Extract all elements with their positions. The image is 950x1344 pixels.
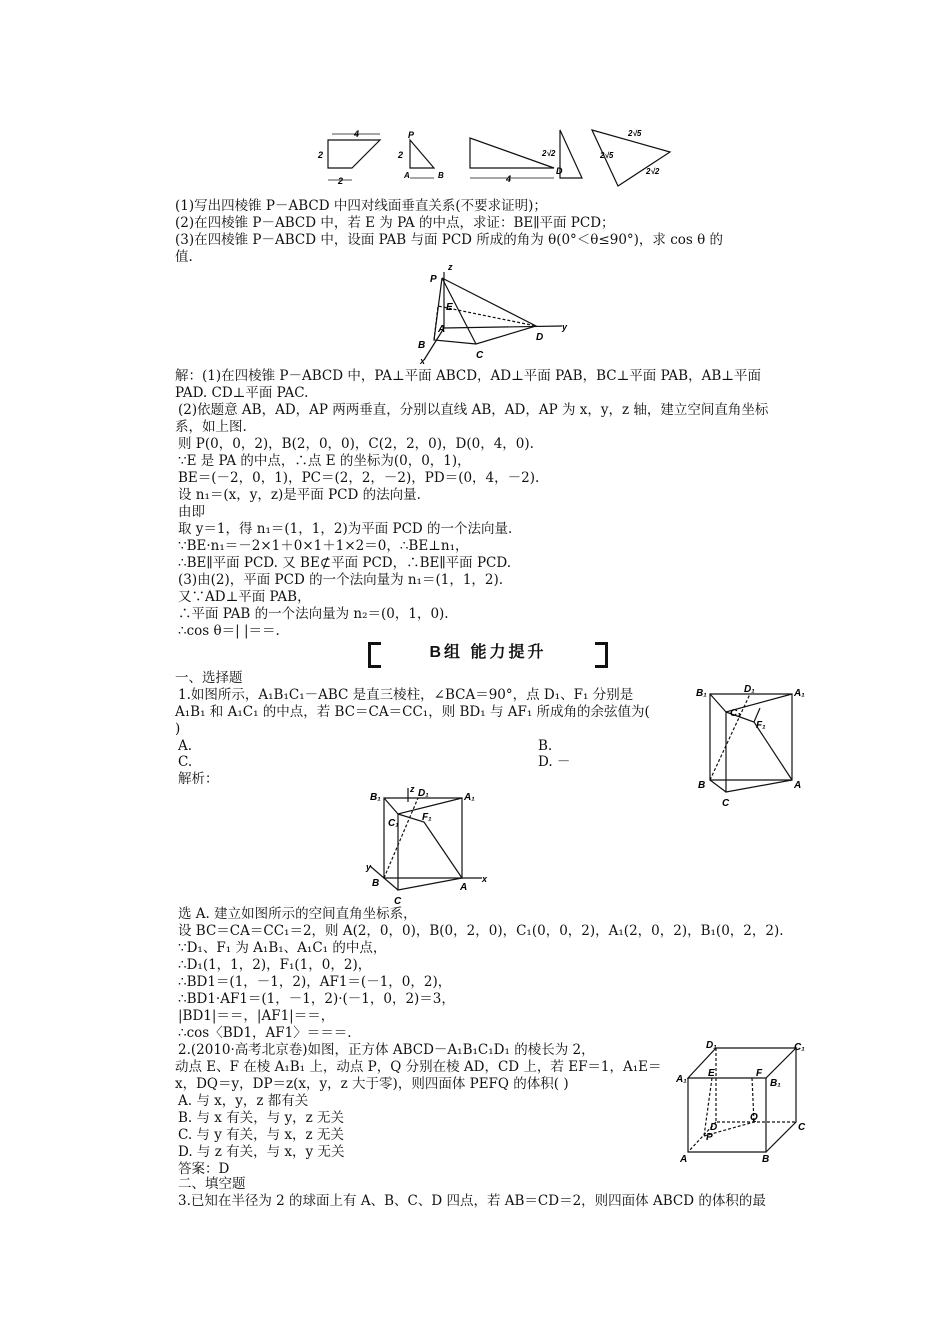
solution-line: ∴BD1＝(1，－1，2)，AF1＝(－1，0，2)， xyxy=(178,974,452,990)
fig2-label: D xyxy=(536,332,544,343)
question-line: ) xyxy=(175,721,181,737)
question-line: x，DQ＝y，DP＝z(x，y，z 大于零)，则四面体 PEFQ 的体积( ) xyxy=(175,1076,569,1092)
solution-line: ∵E 是 PA 的中点，∴点 E 的坐标为(0，0，1)， xyxy=(178,453,471,469)
three-view-figure xyxy=(310,126,680,190)
fig1-label: 2 xyxy=(338,176,344,186)
cube-figure xyxy=(676,1040,808,1164)
fig1-label: 2√2 xyxy=(646,167,660,176)
fig5-label: B₁ xyxy=(770,1078,781,1089)
prism-axes-figure xyxy=(364,782,490,906)
fig5-label: F xyxy=(756,1068,763,1079)
solution-line: ∴BD1·AF1＝(1，－1，2)·(－1，0，2)＝3， xyxy=(178,991,455,1007)
fig4-label: x xyxy=(482,874,488,884)
fig1-label: 2 xyxy=(318,150,324,160)
fig4-label: F₁ xyxy=(422,812,432,823)
fig2-label: z xyxy=(448,262,453,272)
section-banner-text: B组 能力提升 xyxy=(429,644,547,661)
option-line: D. 与 z 有关，与 x，y 无关 xyxy=(178,1144,345,1160)
solution-line: ∴D₁(1，1，2)，F₁(1，0，2)， xyxy=(178,957,372,973)
question-line: (2)在四棱锥 P－ABCD 中，若 E 为 PA 的中点，求证：BE∥平面 PCD； xyxy=(175,215,615,231)
solution-line: PAD. CD⊥平面 PAC. xyxy=(175,385,309,401)
solution-line: 设 BC＝CA＝CC₁＝2，则 A(2，0，0)，B(0，2，0)，C₁(0，0，2)，A₁(2，0，2)，B₁(0，2，2). xyxy=(178,923,784,939)
fig5-label: D xyxy=(710,1122,718,1133)
question-line: (1)写出四棱锥 P－ABCD 中四对线面垂直关系(不要求证明)； xyxy=(175,198,547,214)
solution-line: BE＝(－2，0，1)，PC＝(2，2，－2)，PD＝(0，4，－2). xyxy=(178,470,540,486)
fig2-label: C xyxy=(476,350,484,361)
solution-line: (2)依题意 AB，AD，AP 两两垂直，分别以直线 AB，AD，AP 为 x，y，z 轴，建立空间直角坐标 xyxy=(178,402,769,418)
option-line: C. 与 y 有关，与 x，z 无关 xyxy=(178,1127,344,1143)
option-c: C. xyxy=(178,754,193,770)
fig1-label: 2√2 xyxy=(542,149,556,158)
option-a: A. xyxy=(178,738,193,754)
question-line: 1.如图所示，A₁B₁C₁－ABC 是直三棱柱，∠BCA＝90°，点 D₁、F₁ 分别是 xyxy=(178,687,634,703)
prism-figure xyxy=(694,684,808,814)
option-line: A. 与 x，y，z 都有关 xyxy=(178,1093,309,1109)
fig5-label: A xyxy=(680,1154,688,1165)
option-line: B. 与 x 有关，与 y，z 无关 xyxy=(178,1110,345,1126)
fig3-label: F₁ xyxy=(756,720,766,731)
solution-line: 取 y＝1，得 n₁＝(1，1，2)为平面 PCD 的一个法向量. xyxy=(178,521,513,537)
fig1-label: 2√5 xyxy=(628,129,642,138)
answer-line: 答案：D xyxy=(178,1161,230,1177)
solution-line: ∴cos〈BD1，AF1〉＝＝＝. xyxy=(178,1025,352,1041)
fig4-label: A xyxy=(460,882,468,893)
solution-line: 由即 xyxy=(178,504,205,520)
fig3-label: D₁ xyxy=(744,684,755,695)
question-line: 值. xyxy=(175,249,193,265)
solution-line: |BD1|＝＝，|AF1|＝＝， xyxy=(178,1008,335,1024)
section-banner xyxy=(368,642,608,664)
solution-line: (3)由(2)，平面 PCD 的一个法向量为 n₁＝(1，1，2). xyxy=(178,572,504,588)
fig5-label: E xyxy=(708,1068,715,1079)
question-line: 2.(2010·高考北京卷)如图，正方体 ABCD－A₁B₁C₁D₁ 的棱长为 2， xyxy=(178,1042,595,1058)
solution-line: 则 P(0，0，2)，B(2，0，0)，C(2，2，0)，D(0，4，0). xyxy=(178,436,534,452)
solution-line: 解：(1)在四棱锥 P－ABCD 中，PA⊥平面 ABCD，AD⊥平面 PAB，BC⊥平面 PAB，AB⊥平面 xyxy=(175,368,761,384)
solution-line: ∵BE·n₁＝－2×1＋0×1＋1×2＝0，∴BE⊥n₁， xyxy=(178,538,469,554)
fig1-label: D xyxy=(556,166,563,176)
fig4-label: B xyxy=(372,878,380,889)
solution-line: ∴BE∥平面 PCD. 又 BE⊄平面 PCD，∴BE∥平面 PCD. xyxy=(178,555,511,571)
fig2-label: x xyxy=(420,356,426,366)
fig1-label: A xyxy=(404,171,410,180)
fig1-label: 2√5 xyxy=(600,151,614,160)
question-line: A₁B₁ 和 A₁C₁ 的中点，若 BC＝CA＝CC₁，则 BD₁ 与 AF₁ 所成角的余弦值为( xyxy=(175,704,650,720)
pyramid-figure xyxy=(412,262,572,366)
analysis-label: 解析： xyxy=(178,771,219,787)
section-heading: 二、填空题 xyxy=(178,1176,246,1192)
fig1-label: 4 xyxy=(506,174,512,184)
fig2-label: B xyxy=(418,340,426,351)
solution-line: ∴平面 PAB 的一个法向量为 n₂＝(0，1，0). xyxy=(178,606,449,622)
fig1-label: P xyxy=(408,130,415,140)
fig1-label: B xyxy=(438,171,444,180)
fig4-label: D₁ xyxy=(418,788,429,799)
question-line: (3)在四棱锥 P－ABCD 中，设面 PAB 与面 PCD 所成的角为 θ(0°＜θ≤90°)，求 cos θ 的 xyxy=(175,232,724,248)
fig5-label: D₁ xyxy=(706,1040,717,1051)
fig5-label: Q xyxy=(750,1112,758,1123)
fig4-label: B₁ xyxy=(370,792,381,803)
fig3-label: C xyxy=(722,798,730,809)
fig4-label: C xyxy=(394,896,402,907)
fig2-label: P xyxy=(430,274,437,285)
fig3-label: B xyxy=(698,780,706,791)
fig5-label: C₁ xyxy=(794,1042,805,1053)
question-line: 动点 E、F 在棱 A₁B₁ 上，动点 P，Q 分别在棱 AD，CD 上，若 EF＝1，A₁E＝ xyxy=(175,1059,662,1075)
fig3-label: A₁ xyxy=(794,688,805,699)
section-heading: 一、选择题 xyxy=(175,670,243,686)
solution-line: ∴cos θ＝| |＝＝. xyxy=(178,623,280,639)
fig4-label: y xyxy=(366,862,372,872)
option-d: D. － xyxy=(538,754,571,770)
fig3-label: C₁ xyxy=(730,708,741,719)
fig1-label: 4 xyxy=(354,129,360,139)
solution-line: 选 A. 建立如图所示的空间直角坐标系， xyxy=(178,906,417,922)
solution-line: 又∵AD⊥平面 PAB， xyxy=(178,589,311,605)
fig5-label: A₁ xyxy=(676,1074,687,1085)
fig4-label: C₁ xyxy=(388,818,399,829)
fig3-label: A xyxy=(794,780,802,791)
fig3-label: B₁ xyxy=(696,688,707,699)
fig5-label: B xyxy=(762,1154,770,1165)
fig4-label: z xyxy=(410,784,415,794)
fig4-label: A₁ xyxy=(464,792,475,803)
fig2-label: y xyxy=(562,322,568,332)
fig1-label: 2 xyxy=(398,150,404,160)
option-b: B. xyxy=(538,738,553,754)
fig5-label: P xyxy=(706,1132,713,1143)
solution-line: ∵D₁、F₁ 为 A₁B₁、A₁C₁ 的中点， xyxy=(178,940,387,956)
fig5-label: C xyxy=(798,1122,806,1133)
solution-line: 系，如上图. xyxy=(175,419,247,435)
fig2-label: A xyxy=(438,324,446,335)
fig2-label: E xyxy=(446,302,453,313)
solution-line: 设 n₁＝(x，y，z)是平面 PCD 的法向量. xyxy=(178,487,421,503)
question-line: 3.已知在半径为 2 的球面上有 A、B、C、D 四点，若 AB＝CD＝2，则四面体 ABCD 的体积的最 xyxy=(178,1193,766,1209)
